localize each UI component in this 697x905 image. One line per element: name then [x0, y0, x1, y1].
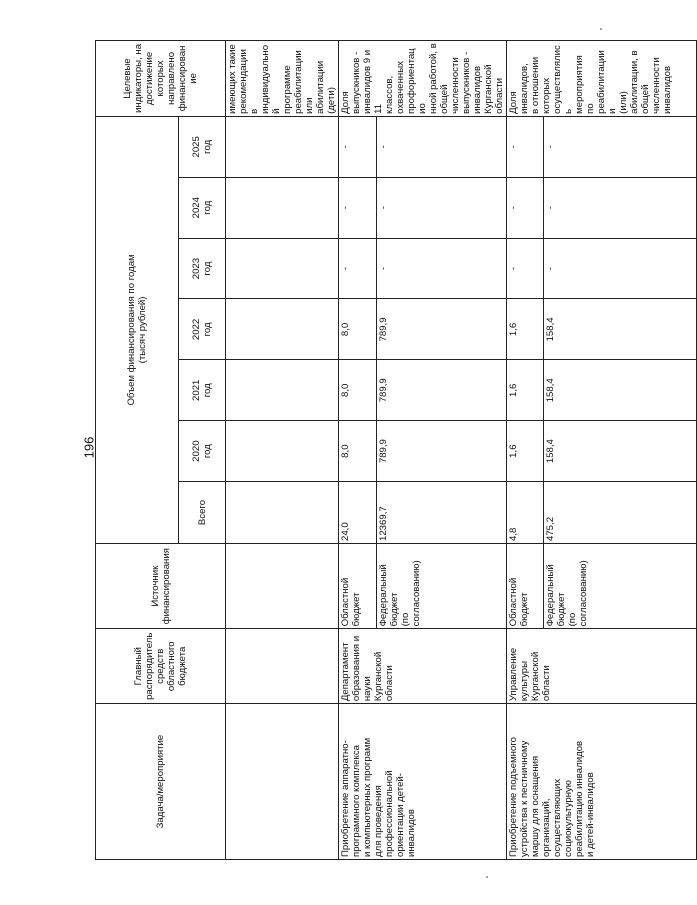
manager-cell: Управление культуры Курганской области: [507, 629, 697, 704]
subheader-year-2021: 2021 год: [179, 360, 226, 421]
header-target: Целевые индикаторы, на достижение которых направлено финансирование: [96, 41, 226, 117]
year-value-cell: 8,0: [339, 299, 377, 360]
year-value-cell: 1,6: [507, 360, 544, 421]
year-value-cell: -: [377, 238, 507, 299]
table-row: [507, 41, 544, 860]
empty-cell: [226, 299, 339, 360]
empty-cell: [226, 360, 339, 421]
source-cell: Федеральный бюджет (по согласованию): [544, 543, 697, 628]
empty-cell: [226, 421, 339, 482]
rotated-table-wrapper: [95, 40, 673, 860]
source-cell: Областной бюджет: [507, 543, 544, 628]
table-row: [339, 41, 377, 860]
header-row: [96, 41, 179, 860]
total-cell: 24,0: [339, 482, 377, 544]
year-value-cell: 1,6: [507, 421, 544, 482]
year-value-cell: -: [507, 116, 544, 177]
year-value-cell: -: [339, 116, 377, 177]
subheader-year-2025: 2025 год: [179, 116, 226, 177]
empty-cell: [226, 177, 339, 238]
header-source: Источник финансирования: [96, 543, 226, 628]
task-cell: Приобретение подъемного устройства к пестничному маршу для оснащения организаций, осуществляющих социокультурную реабилитацию инвалидов и детей-инвалидов: [507, 704, 697, 860]
subheader-year-2020: 2020 год: [179, 421, 226, 482]
year-value-cell: -: [339, 177, 377, 238]
year-value-cell: -: [377, 177, 507, 238]
empty-cell: [226, 238, 339, 299]
task-cell: Приобретение аппаратно- программного комплекса и компьютерных программ для проведения профессиональной ориентации детей- инвалидов: [339, 704, 507, 860]
page-number: 196: [81, 436, 97, 459]
carry-over-target-text: имеющих такие рекомендации в индивидуальной программе реабилитации или абилитации (дети): [226, 41, 339, 117]
total-cell: 12369,7: [377, 482, 507, 544]
year-value-cell: -: [339, 238, 377, 299]
scan-speck: [600, 28, 602, 30]
subheader-year-2024: 2024 год: [179, 177, 226, 238]
subheader-year-2023: 2023 год: [179, 238, 226, 299]
year-value-cell: -: [544, 238, 697, 299]
year-value-cell: 158,4: [544, 360, 697, 421]
year-value-cell: -: [377, 116, 507, 177]
year-value-cell: -: [507, 177, 544, 238]
year-value-cell: 789,9: [377, 299, 507, 360]
empty-cell: [226, 543, 339, 628]
year-value-cell: 8,0: [339, 421, 377, 482]
year-value-cell: 1,6: [507, 299, 544, 360]
source-cell: Федеральный бюджет (по согласованию): [377, 543, 507, 628]
subheader-year-2022: 2022 год: [179, 299, 226, 360]
year-value-cell: -: [544, 116, 697, 177]
target-cell: Доля выпускников - инвалидов 9 и 11 классов, охваченных профориентацио нной работой, в общей численности выпускников - инвалидов Курганской области: [339, 41, 507, 117]
header-main-manager: Главный распорядитель средств областного бюджета: [96, 629, 226, 704]
year-value-cell: -: [507, 238, 544, 299]
source-cell: Областной бюджет: [339, 543, 377, 628]
empty-cell: [226, 704, 339, 860]
year-value-cell: -: [544, 177, 697, 238]
empty-cell: [226, 482, 339, 544]
header-volume: Объем финансирования по годам (тысяч рублей): [96, 116, 179, 543]
scan-speck: [486, 876, 488, 878]
year-value-cell: 8,0: [339, 360, 377, 421]
target-cell: Доля инвалидов, в отношении которых осуществлялись мероприятия по реабилитации и (или) абилитации, в общей численности инвалидов: [507, 41, 697, 117]
subheader-total: Всего: [179, 482, 226, 544]
landscape-table-frame: [95, 40, 673, 860]
year-value-cell: 789,9: [377, 421, 507, 482]
year-value-cell: 158,4: [544, 421, 697, 482]
header-task: Задача/мероприятие: [96, 704, 226, 860]
empty-cell: [226, 629, 339, 704]
year-value-cell: 789,9: [377, 360, 507, 421]
empty-cell: [226, 116, 339, 177]
total-cell: 4,8: [507, 482, 544, 544]
total-cell: 475,2: [544, 482, 697, 544]
manager-cell: Департамент образования и науки Курганской области: [339, 629, 507, 704]
year-value-cell: 158,4: [544, 299, 697, 360]
carry-over-row: [226, 41, 339, 860]
financing-table: [95, 40, 697, 860]
